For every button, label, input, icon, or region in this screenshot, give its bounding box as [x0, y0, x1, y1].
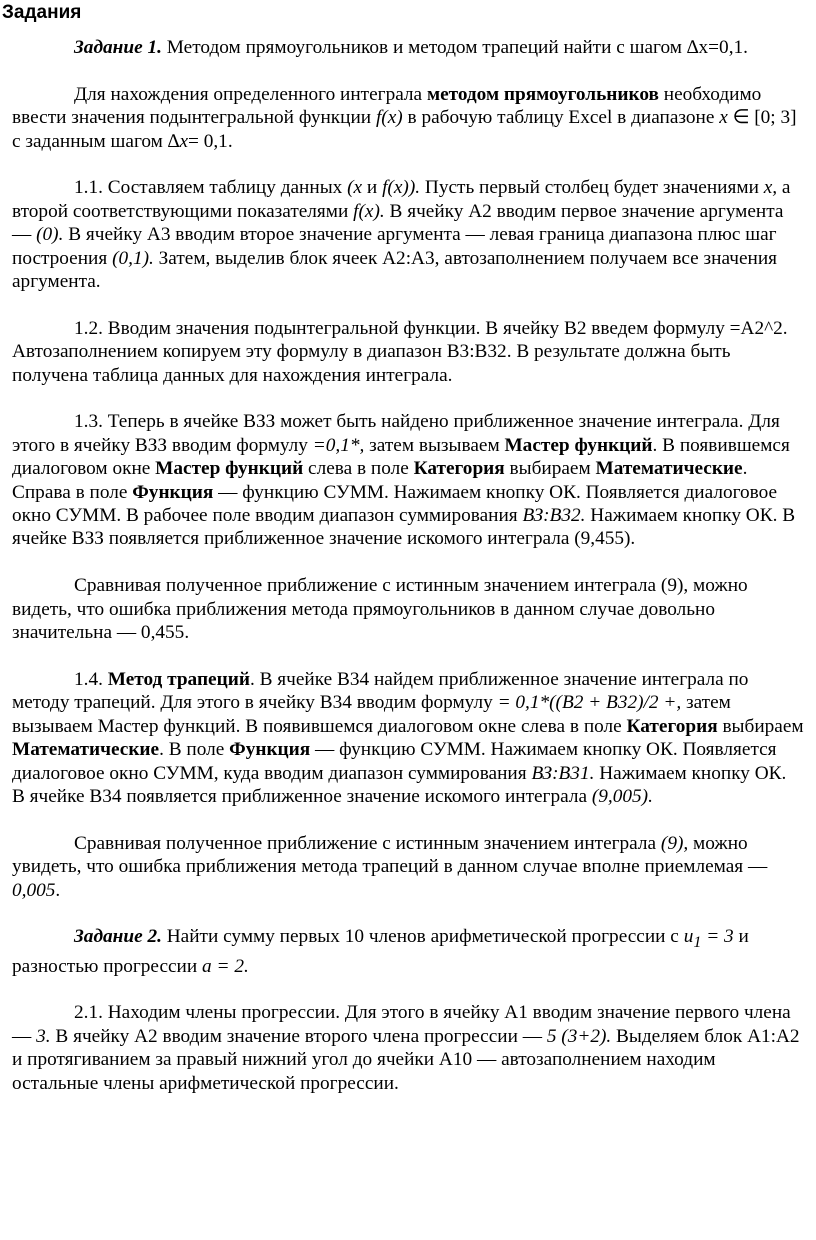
task1-label: Задание 1.	[74, 37, 162, 58]
step-1-2-paragraph: 1.2. Вводим значения подынтегральной функции. В ячейку В2 введем формулу =А2^2. Автозаполнением копируем эту формулу в диапазон В3:В32. В результате должна быть получена таблица данных для нахождения интеграла.	[12, 317, 788, 386]
comparison-trapezoid-paragraph: Сравнивая полученное приближение с истинным значением интеграла (9), можно увидеть, что ошибка приближения метода трапеций в данном случае вполне приемлемая — 0,005.	[12, 832, 768, 901]
task1-paragraph: Задание 1. Методом прямоугольников и методом трапеций найти с шагом ∆x=0,1.	[74, 37, 748, 58]
page-heading: Задания	[2, 2, 82, 23]
intro-paragraph: Для нахождения определенного интеграла методом прямоугольников необходимо ввести значения подынтегральной функции f(x) в рабочую таблицу Excel в диапазоне x ∈ [0; 3] с заданным шагом ∆x= 0,1.	[12, 83, 797, 152]
step-2-1-paragraph: 2.1. Находим члены прогрессии. Для этого в ячейку А1 вводим значение первого члена — 3. В ячейку А2 вводим значение второго члена прогрессии — 5 (3+2). Выделяем блок А1:А2 и протягиванием за правый нижний угол до ячейки А10 — автозаполнением находим остальные члены арифметической прогрессии.	[12, 1002, 800, 1094]
step-1-1-paragraph: 1.1. Составляем таблицу данных (x и f(x)). Пусть первый столбец будет значениями x, а второй соответствующими показателями f(x). В ячейку А2 вводим первое значение аргумента — (0). В ячейку A3 вводим второе значение аргумента — левая граница диапазона плюс шаг построения (0,1). Затем, выделив блок ячеек А2:А3, автозаполнением получаем все значения аргумента.	[12, 177, 791, 293]
document-body	[12, 36, 804, 1095]
step-1-3-paragraph: 1.3. Теперь в ячейке ВЗЗ может быть найдено приближенное значение интеграла. Для этого в ячейку ВЗЗ вводим формулу =0,1*, затем вызываем Мастер функций. В появившемся диалоговом окне Мастер функций слева в поле Категория выбираем Математические. Справа в поле Функция — функцию СУММ. Нажимаем кнопку ОК. Появляется диалоговое окно СУММ. В рабочее поле вводим диапазон суммирования ВЗ:В32. Нажимаем кнопку ОК. В ячейке ВЗЗ появляется приближенное значение искомого интеграла (9,455).	[12, 411, 796, 550]
task2-paragraph: Задание 2. Найти сумму первых 10 членов арифметической прогрессии с $u_1 = 3$ и разностью прогрессии а = 2.	[12, 926, 749, 977]
task2-label: Задание 2.	[74, 926, 162, 948]
comparison-rectangles-paragraph: Сравнивая полученное приближение с истинным значением интеграла (9), можно видеть, что ошибка приближения метода прямоугольников в данном случае довольно значительна — 0,455.	[12, 575, 748, 644]
step-1-4-paragraph: 1.4. Метод трапеций. В ячейке В34 найдем приближенное значение интеграла по методу трапеций. Для этого в ячейку В34 вводим формулу = 0,1*((В2 + В32)/2 +, затем вызываем Мастер функций. В появившемся диалоговом окне слева в поле Категория выбираем Математические. В поле Функция — функцию СУММ. Нажимаем кнопку ОК. Появляется диалоговое окно СУММ, куда вводим диапазон суммирования ВЗ:В31. Нажимаем кнопку ОК. В ячейке В34 появляется приближенное значение искомого интеграла (9,005).	[12, 668, 804, 807]
